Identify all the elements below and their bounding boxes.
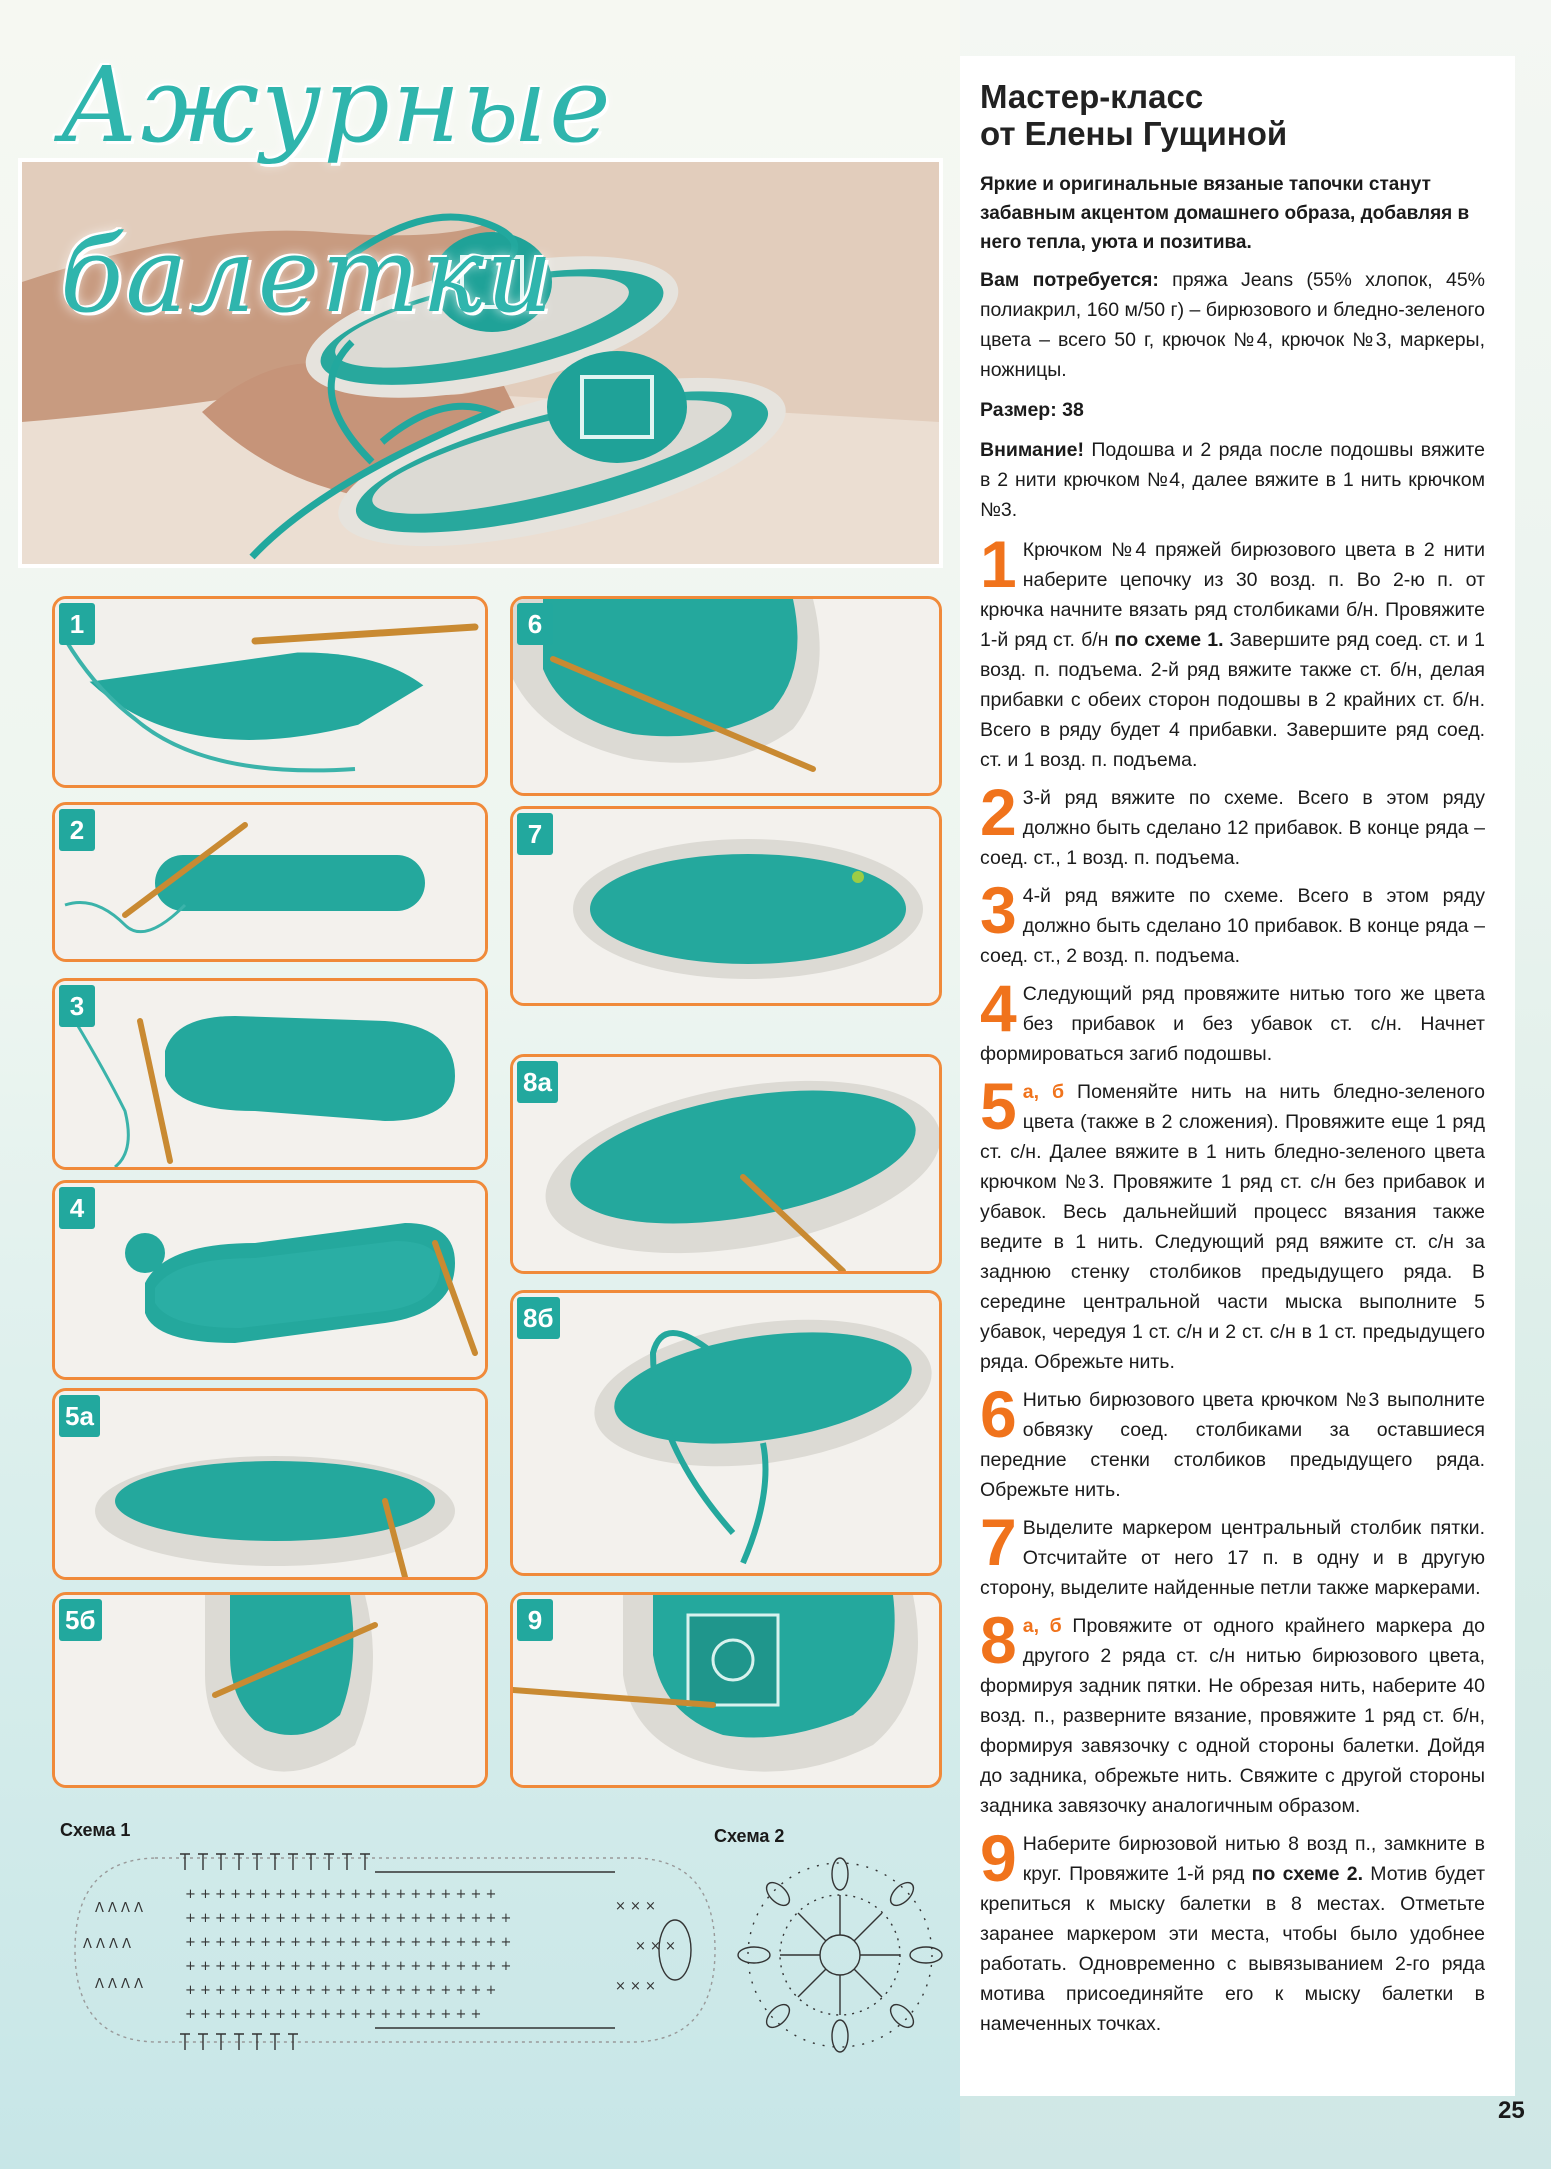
step-text: Выделите маркером центральный столбик пятки. Отсчитайте от него 17 п. в одну и в другую сторону, выделите найденные петли также маркерами. [980, 1517, 1485, 1599]
svg-text:× × ×: × × × [615, 1899, 656, 1914]
step-text-bold: по схеме 1. [1114, 629, 1224, 651]
step-9 [980, 1821, 1485, 2039]
photo-step-5b [52, 1592, 488, 1788]
svg-text:+ + + + + + + + + + + + + + +: + + + + + + + + + + + + + + + + + + + + + + [185, 1911, 512, 1926]
step-text-bold: по схеме 2. [1251, 1863, 1363, 1885]
photo-label: 6 [517, 603, 553, 645]
svg-text:+ + + + + + + + + + + + + + +: + + + + + + + + + + + + + + + + + + + + + [185, 1887, 497, 1902]
step-number: 4 [980, 971, 1017, 1045]
photo-step-4 [52, 1180, 488, 1380]
step-text: 3-й ряд вяжите по схеме. Всего в этом ряду должно быть сделано 12 прибавок. В конце ряда – соед. ст., 1 возд. п. подъема. [980, 787, 1485, 869]
step-number: 5 [980, 1069, 1017, 1143]
article-column [980, 78, 1485, 2047]
crochet-motif-image [513, 1595, 939, 1785]
photo-label: 5а [59, 1395, 100, 1437]
step-number: 7 [980, 1505, 1017, 1579]
photo-label: 5б [59, 1599, 102, 1641]
step-number: 8 [980, 1603, 1017, 1677]
page-title: Ажурные балетки [60, 44, 613, 336]
crochet-chain-image [55, 599, 485, 785]
photo-label: 2 [59, 809, 95, 851]
step-number: 3 [980, 873, 1017, 947]
crochet-sole-image [55, 981, 485, 1167]
photo-label: 8б [517, 1297, 560, 1339]
photo-step-5a [52, 1388, 488, 1580]
step-text: Нитью бирюзового цвета крючком №3 выполните обвязку соед. столбиками за оставшиеся передние стенки столбиков предыдущего ряда. Обрежьте нить. [980, 1389, 1485, 1501]
photo-step-8a [510, 1054, 942, 1274]
crochet-slipper-image [513, 1057, 939, 1271]
svg-text:+ + + + + + + + + + + + + + +: + + + + + + + + + + + + + + + + + + + + + + [185, 1935, 512, 1950]
attention-label: Внимание! [980, 439, 1084, 461]
size-value: 38 [1062, 399, 1084, 421]
crochet-slipper-image [55, 1595, 485, 1785]
photo-step-2 [52, 802, 488, 962]
step-1 [980, 527, 1485, 775]
svg-text:Λ Λ Λ Λ: Λ Λ Λ Λ [95, 1901, 143, 1916]
svg-text:+ + + + + + + + + + + + + + +: + + + + + + + + + + + + + + + + + + + + [185, 2007, 482, 2022]
photo-label: 8а [517, 1061, 558, 1103]
photo-step-8b [510, 1290, 942, 1576]
heading-line-2: от Елены Гущиной [980, 115, 1288, 152]
crochet-slipper-image [55, 1391, 485, 1577]
step-2 [980, 775, 1485, 873]
scheme-1-diagram [55, 1840, 725, 2062]
materials-paragraph [980, 265, 1485, 385]
crochet-sole-image [55, 1183, 485, 1377]
size-label: Размер: [980, 399, 1057, 421]
step-text: Поменяйте нить на нить бледно-зеленого цвета (также в 2 сложения). Провяжите еще 1 ряд ст. с/н. Далее вяжите в 1 нить бледно-зеленого цвета крючком №3. Провяжите 1 ряд ст. с/н без прибавок и убавок. Весь дальнейший процесс вязания также ведите в 1 нить. Следующий ряд вяжите ст. с/н за заднюю стенку столбиков предыдущего ряда. В середине центральной части мыска выполните 5 убавок, чередуя 1 ст. с/н и 2 ст. с/н в 1 ст. предыдущего ряда. Обрежьте нить. [980, 1081, 1485, 1373]
photo-step-7 [510, 806, 942, 1006]
crochet-slipper-image [513, 1293, 939, 1573]
svg-text:× × ×: × × × [635, 1939, 676, 1954]
step-5 [980, 1069, 1485, 1377]
step-text-end: Мотив будет крепиться к мыску балетки в 8 местах. Отметьте заранее маркером эти места, чтобы было удобнее работать. Одновременно с вывязыванием 2-го ряда мотива присоединяйте его к мыску балетки в намеченных точках. [980, 1863, 1485, 2035]
photo-label: 3 [59, 985, 95, 1027]
photo-label: 7 [517, 813, 553, 855]
svg-text:× × ×: × × × [615, 1979, 656, 1994]
svg-text:Λ Λ Λ Λ: Λ Λ Λ Λ [83, 1937, 131, 1952]
crochet-sole-image [55, 805, 485, 959]
scheme-1-label: Схема 1 [60, 1820, 131, 1840]
lead-paragraph: Яркие и оригинальные вязаные тапочки станут забавным акцентом домашнего образа, добавляя в него тепла, уюта и позитива. [980, 174, 1470, 253]
scheme-2-label: Схема 2 [714, 1826, 785, 1846]
step-text: Наберите бирюзовой нитью 8 возд п., замкните в круг. Провяжите 1-й ряд [1022, 1833, 1485, 1885]
step-7 [980, 1505, 1485, 1603]
step-number: 1 [980, 527, 1017, 601]
svg-text:+ + + + + + + + + + + + + + +: + + + + + + + + + + + + + + + + + + + + + [185, 1983, 497, 1998]
step-4 [980, 971, 1485, 1069]
photo-step-6 [510, 596, 942, 796]
step-3 [980, 873, 1485, 971]
crochet-slipper-image [513, 599, 939, 793]
attention-paragraph [980, 435, 1485, 525]
photo-label: 1 [59, 603, 95, 645]
article-heading [980, 78, 1485, 152]
step-text: Следующий ряд провяжите нитью того же цвета без прибавок и без убавок ст. с/н. Начнет формироваться загиб подошвы. [980, 983, 1485, 1065]
svg-text:Λ Λ Λ Λ: Λ Λ Λ Λ [95, 1977, 143, 1992]
step-8 [980, 1603, 1485, 1821]
materials-label: Вам потребуется: [980, 269, 1159, 291]
step-number: 6 [980, 1377, 1017, 1451]
step-text-end: Завершите ряд соед. ст. и 1 возд. п. подъема. 2-й ряд вяжите также ст. б/н, делая прибавки с обеих сторон подошвы в 2 крайних ст. б/н. Всего в ряду будет 4 прибавки. Завершите ряд соед. ст. и 1 возд. п. подъема. [980, 629, 1485, 771]
step-text: Провяжите от одного крайнего маркера до другого 2 ряда ст. с/н нитью бирюзового цвета, формируя задник пятки. Не обрезая нить, наберите 40 возд. п., разверните вязание, провяжите 1 ряд ст. б/н, формируя завязочку с одной стороны балетки. Дойдя до задника, обрежьте нить. Свяжите с другой стороны задника завязочку аналогичным образом. [980, 1615, 1485, 1817]
photo-step-9 [510, 1592, 942, 1788]
page-number: 25 [1498, 2097, 1525, 2124]
step-number: 9 [980, 1821, 1017, 1895]
photo-step-3 [52, 978, 488, 1170]
materials-text: пряжа Jeans (55% хлопок, 45% полиакрил, 160 м/50 г) – бирюзового и бледно-зеленого цвета – всего 50 г, крючок №4, крючок №3, маркеры, ножницы. [980, 269, 1486, 381]
attention-text: Подошва и 2 ряда после подошвы вяжите в 2 нити крючком №4, далее вяжите в 1 нить крючком №3. [980, 439, 1485, 521]
crochet-slipper-image [513, 809, 939, 1003]
step-text: 4-й ряд вяжите по схеме. Всего в этом ряду должно быть сделано 10 прибавок. В конце ряда – соед. ст., 2 возд. п. подъема. [980, 885, 1485, 967]
heading-line-1: Мастер-класс [980, 78, 1204, 115]
step-sub-label: а, б [1022, 1081, 1065, 1103]
photo-label: 9 [517, 1599, 553, 1641]
scheme-2-diagram [730, 1852, 950, 2058]
step-sub-label: а, б [1022, 1615, 1062, 1637]
step-number: 2 [980, 775, 1017, 849]
size-paragraph [980, 395, 1485, 425]
step-6 [980, 1377, 1485, 1505]
step-text: Крючком №4 пряжей бирюзового цвета в 2 нити наберите цепочку из 30 возд. п. Во 2-ю п. от крючка начните вязать ряд столбиками б/н. Провяжите 1-й ряд ст. б/н [980, 539, 1485, 651]
svg-text:+ + + + + + + + + + + + + + +: + + + + + + + + + + + + + + + + + + + + + + [185, 1959, 512, 1974]
photo-label: 4 [59, 1187, 95, 1229]
photo-step-1 [52, 596, 488, 788]
